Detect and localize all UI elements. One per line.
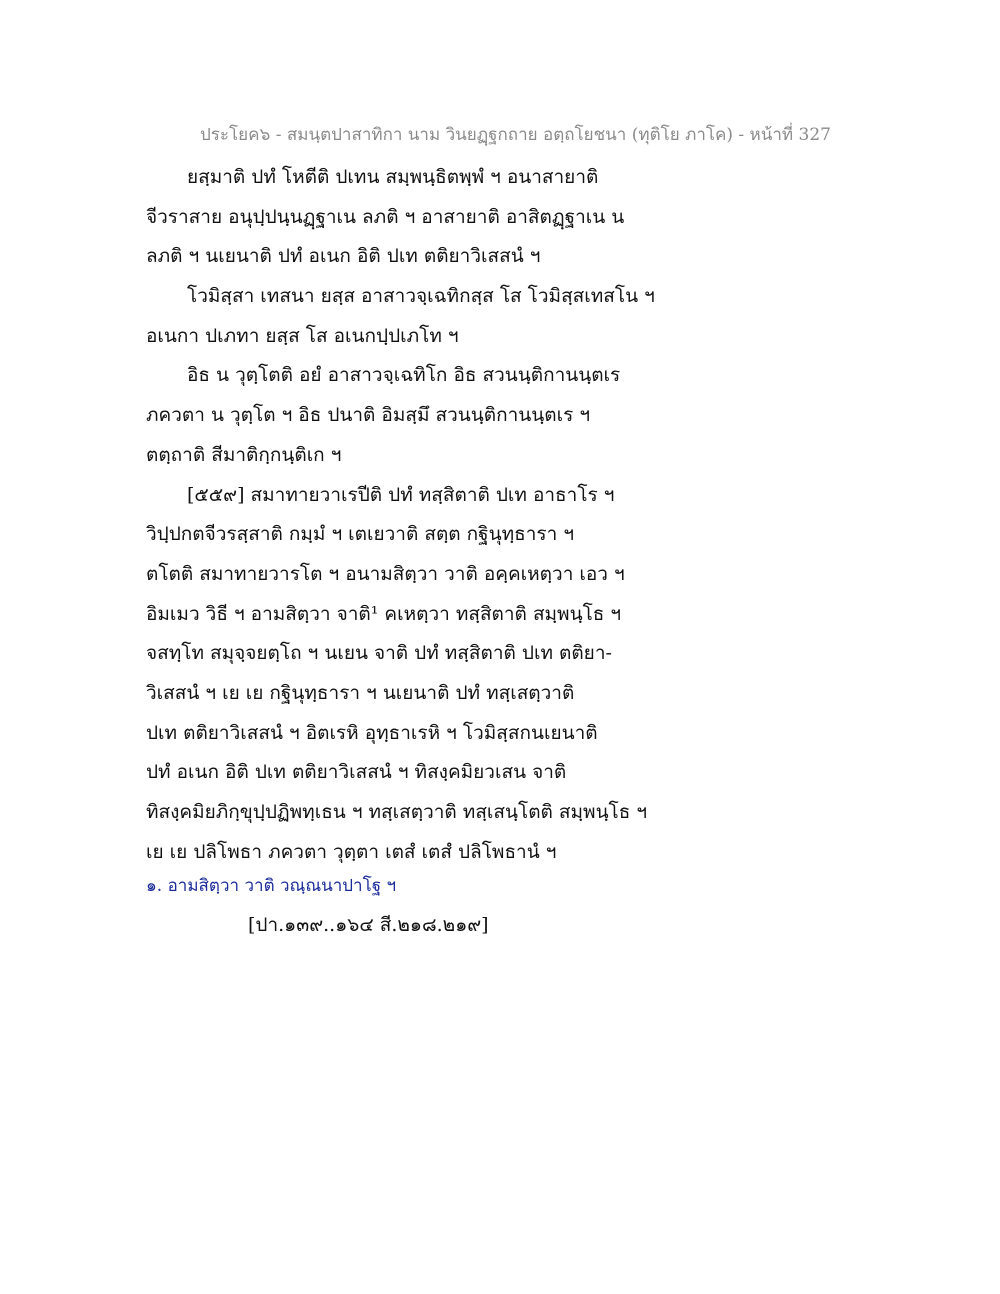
- footnote: ๑. อามสิตฺวา วาติ วณฺณนาปาโฐ ฯ: [146, 876, 397, 896]
- text-line: จสทฺโท สมุจฺจยตฺโถ ฯ นเยน จาติ ปทํ ทสฺสิตาติ ปเท ตติยา-: [146, 642, 612, 665]
- text-line: ยสฺมาติ ปทํ โหตีติ ปเทน สมฺพนฺธิตพฺพํ ฯ อนาสายาติ: [187, 166, 599, 188]
- text-line: ตตฺถาติ สีมาติกฺกนฺติเก ฯ: [146, 443, 342, 466]
- running-header: ประโยค๖ - สมนฺตปาสาทิกา นาม วินยฏฺฐกถาย อตฺถโยชนา (ทุติโย ภาโค) - หน้าที่ 327: [200, 125, 831, 145]
- text-line: วิปฺปกตจีวรสฺสาติ กมฺมํ ฯ เตเยวาติ สตฺต กฐินุทฺธารา ฯ: [146, 523, 575, 546]
- text-line: [๕๕๙] สมาทายวาเรปีติ ปทํ ทสฺสิตาติ ปเท อาธาโร ฯ: [187, 483, 615, 506]
- page-reference: [ปา.๑๓๙..๑๖๔ สี.๒๑๘.๒๑๙]: [248, 914, 489, 936]
- text-line: อเนกา ปเภทา ยสฺส โส อเนกปฺปเภโท ฯ: [146, 324, 459, 347]
- text-line: ตโตติ สมาทายวารโต ฯ อนามสิตฺวา วาติ อคฺคเหตฺวา เอว ฯ: [146, 562, 625, 585]
- body-text: [146, 158, 846, 872]
- text-line: วิเสสนํ ฯ เย เย กฐินุทฺธารา ฯ นเยนาติ ปทํ ทสฺเสตฺวาติ: [146, 681, 575, 704]
- text-line: ภควตา น วุตฺโต ฯ อิธ ปนาติ อิมสฺมึ สวนนฺติกานนฺตเร ฯ: [146, 404, 590, 427]
- text-line: ปเท ตติยาวิเสสนํ ฯ อิตเรหิ อุทฺธาเรหิ ฯ โวมิสฺสกนเยนาติ: [146, 721, 598, 744]
- text-line: ทิสงฺคมิยภิกฺขุปฺปฏิพทฺเธน ฯ ทสฺเสตฺวาติ ทสฺเสนฺโตติ สมฺพนฺโธ ฯ: [146, 801, 648, 823]
- text-line: อิธ น วุตฺโตติ อยํ อาสาวจฺเฉทิโก อิธ สวนนฺติกานนฺตเร: [187, 364, 621, 387]
- text-line: โวมิสฺสา เทสนา ยสฺส อาสาวจฺเฉทิกสฺส โส โวมิสฺสเทสโน ฯ: [187, 285, 655, 308]
- text-line: จีวราสาย อนุปฺปนฺนฏฺฐาเน ลภติ ฯ อาสายาติ อาสิตฏฺฐาเน น: [146, 205, 625, 228]
- text-line: ปทํ อเนก อิติ ปเท ตติยาวิเสสนํ ฯ ทิสงฺคมิยวเสน จาติ: [146, 761, 567, 784]
- text-line: ลภติ ฯ นเยนาติ ปทํ อเนก อิติ ปเท ตติยาวิเสสนํ ฯ: [146, 245, 541, 268]
- text-line: อิมเมว วิธี ฯ อามสิตฺวา จาติ¹ คเหตฺวา ทสฺสิตาติ สมฺพนฺโธ ฯ: [146, 602, 622, 625]
- text-line: เย เย ปลิโพธา ภควตา วุตฺตา เตสํ เตสํ ปลิโพธานํ ฯ: [146, 840, 557, 863]
